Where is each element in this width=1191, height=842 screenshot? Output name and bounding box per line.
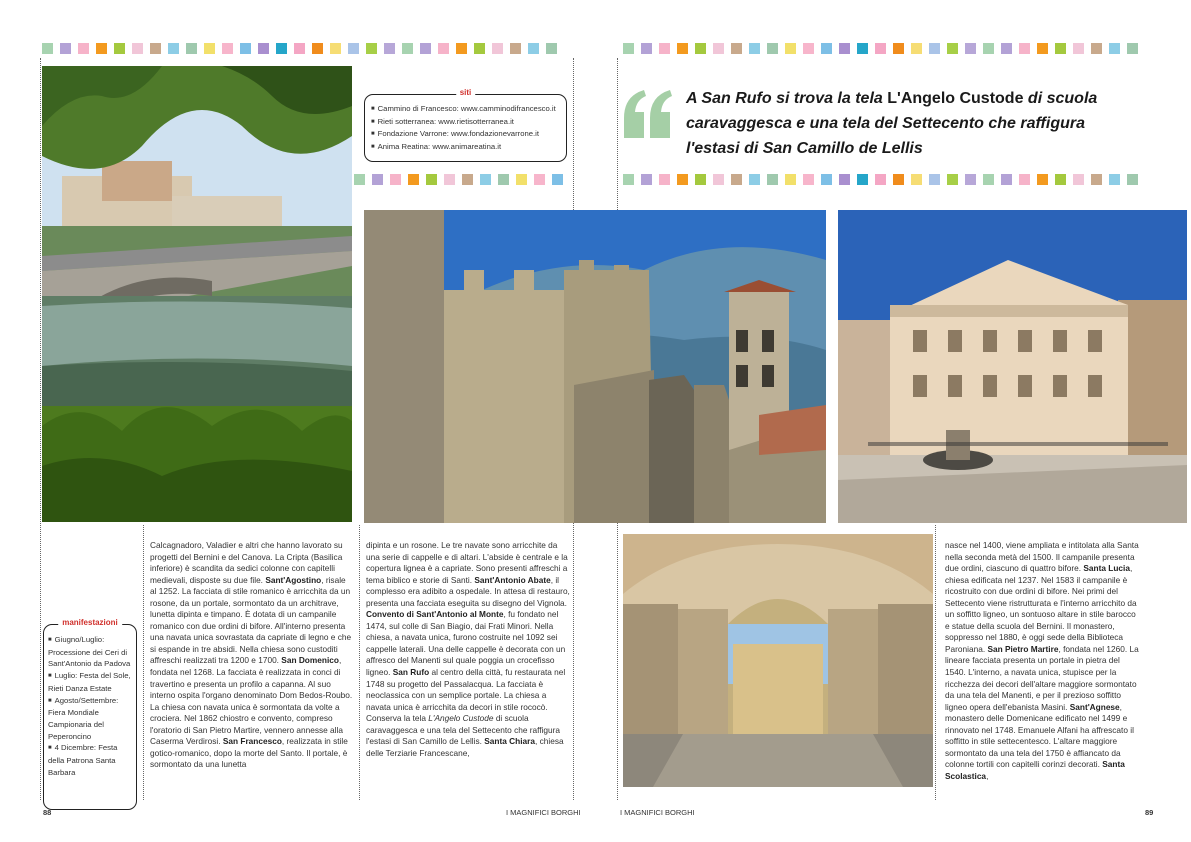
bold-heading: Santa Chiara — [484, 736, 535, 747]
decor-square — [1055, 174, 1066, 185]
decor-square — [240, 43, 251, 54]
decor-square — [1001, 174, 1012, 185]
decor-square — [731, 43, 742, 54]
quote-mark-icon — [622, 88, 674, 145]
siti-item: ■ Rieti sotterranea: www.rietisotterranea.it — [371, 116, 556, 129]
body-text: , — [986, 770, 989, 781]
decor-square — [1001, 43, 1012, 54]
decor-square — [384, 43, 395, 54]
body-text: L'Angelo Custode — [428, 713, 494, 724]
decor-square — [893, 43, 904, 54]
decor-square — [659, 174, 670, 185]
decor-square — [528, 43, 539, 54]
dotted-rule-left-outer — [40, 58, 41, 800]
photo-bridge-river — [42, 66, 352, 522]
decor-squares-left-mid — [354, 174, 563, 185]
manifestazioni-title: manifestazioni — [58, 618, 122, 627]
decor-square — [1127, 174, 1138, 185]
decor-square — [546, 43, 557, 54]
decor-square — [294, 43, 305, 54]
decor-square — [168, 43, 179, 54]
decor-square — [875, 43, 886, 54]
decor-square — [96, 43, 107, 54]
decor-square — [132, 43, 143, 54]
decor-square — [857, 43, 868, 54]
decor-square — [258, 43, 269, 54]
decor-square — [1037, 43, 1048, 54]
text-column-2 — [366, 540, 570, 759]
decor-square — [929, 43, 940, 54]
decor-square — [875, 174, 886, 185]
decor-square — [456, 43, 467, 54]
decor-square — [893, 174, 904, 185]
body-text: , monastero delle Domenicane edificato nel 1499 e rinnovato nel 1748. Emanuele Alfani ha affrescato il soffitto in stile settecentesco. L'altare maggiore sormontato da una tela del 1750 è affiancato da colonne tortili con capitelli corinzi decorati. — [945, 701, 1134, 770]
decor-square — [911, 174, 922, 185]
decor-square — [623, 43, 634, 54]
decor-square — [552, 174, 563, 185]
decor-square — [641, 43, 652, 54]
decor-square — [695, 43, 706, 54]
decor-square — [767, 43, 778, 54]
decor-square — [929, 174, 940, 185]
pull-quote: A San Rufo si trova la tela L'Angelo Custode di scuola caravaggesca e una tela del Settecento che raffigura l'estasi di San Camillo de Lellis — [686, 90, 1098, 157]
decor-square — [1073, 43, 1084, 54]
decor-square — [965, 43, 976, 54]
decor-square — [534, 174, 545, 185]
siti-item: ■ Cammino di Francesco: www.camminodifrancesco.it — [371, 103, 556, 116]
decor-square — [420, 43, 431, 54]
body-text: , il complesso era adibito a ospedale. In attesa di restauro, presenta una facciata eseguita su disegno del Vignola. — [366, 574, 570, 608]
siti-box — [364, 88, 567, 162]
decor-square — [839, 43, 850, 54]
photo-piazza-palazzo — [838, 210, 1187, 523]
manifestazioni-item: ■ 4 Dicembre: Festa della Patrona Santa Barbara — [48, 742, 134, 778]
bold-heading: Sant'Antonio Abate — [474, 574, 551, 585]
decor-square — [390, 174, 401, 185]
body-text: , fondata nel 1268. La facciata è realizzata in conci di travertino e presenta un profilo a capanna. Al suo interno ospita l'organo denominato Dom Bedos-Roubo. La chiesa con navata unica è sormontata da volte a crociera. Nel 1862 chiostro e convento, compreso l'oratorio di San Pietro Martire, vennero annesse alla Caserma Verdirosi. — [150, 655, 353, 747]
body-text: nasce nel 1400, viene ampliata e intitolata alla Santa nella seconda metà del 1500. Il campanile presenta due ordini, ciascuno di quattro bifore. — [945, 540, 1139, 574]
manifestazioni-item: ■ Luglio: Festa del Sole, Rieti Danza Estate — [48, 670, 134, 694]
decor-square — [947, 43, 958, 54]
decor-square — [1019, 174, 1030, 185]
decor-square — [150, 43, 161, 54]
decor-square — [749, 43, 760, 54]
decor-square — [276, 43, 287, 54]
decor-square — [785, 174, 796, 185]
decor-square — [426, 174, 437, 185]
decor-square — [785, 43, 796, 54]
body-text: , risale al 1252. La facciata di stile romanico è arricchita da un rosone, da un portale, sormontato da un architrave, lunetta dipinta e timpano. È dotata di un campanile romanico con due ordini di bifore. All'interno presenta una navata unica sovrastata da capriate di legno e che si espande in tre absidi. Nella chiesa sono custoditi affreschi realizzati tra 1200 e 1700. — [150, 574, 352, 666]
decor-squares-right-top — [623, 43, 1138, 54]
decor-squares-right-mid — [623, 174, 1138, 185]
decor-square — [312, 43, 323, 54]
decor-square — [492, 43, 503, 54]
body-text: , chiesa delle Terziarie Francescane, — [366, 736, 564, 758]
decor-square — [677, 174, 688, 185]
body-text: al centro della città, fu restaurata nel 1748 su progetto del Passalacqua. La facciata è neoclassica con un semplice portale. La chiesa a navata unica è arricchita da decori in stile rococò. Conserva la tela — [366, 667, 566, 724]
decor-square — [444, 174, 455, 185]
decor-square — [1073, 174, 1084, 185]
decor-square — [713, 43, 724, 54]
dotted-rule-col2 — [359, 525, 360, 800]
decor-square — [965, 174, 976, 185]
decor-square — [354, 174, 365, 185]
decor-square — [114, 43, 125, 54]
decor-square — [623, 174, 634, 185]
manifestazioni-box — [43, 618, 137, 810]
decor-square — [222, 43, 233, 54]
decor-square — [641, 174, 652, 185]
siti-title: siti — [456, 88, 476, 97]
decor-square — [204, 43, 215, 54]
manifestazioni-item: ■ Giugno/Luglio: Processione dei Ceri di Sant'Antonio da Padova — [48, 634, 134, 670]
running-title-left: I MAGNIFICI BORGHI — [506, 808, 581, 817]
decor-square — [713, 174, 724, 185]
page-number-left: 88 — [43, 808, 52, 817]
decor-square — [911, 43, 922, 54]
siti-item: ■ Anima Reatina: www.animareatina.it — [371, 141, 556, 154]
manifestazioni-item: ■ Agosto/Settembre: Fiera Mondiale Campionaria del Peperoncino — [48, 695, 134, 743]
decor-square — [767, 174, 778, 185]
dotted-rule-col3 — [935, 525, 936, 800]
body-text: , fondata nel 1260. La lineare facciata presenta un portale in pietra del 1540. L'interno, a navata unica, stupisce per la ricchezza dei decori dell'altare maggiore sormontato da una tela del Manenti, e per il prezioso soffitto ligneo opera dell'ebanista Masini. — [945, 643, 1139, 712]
decor-square — [983, 43, 994, 54]
decor-squares-left-top — [42, 43, 557, 54]
text-column-3 — [945, 540, 1140, 782]
dotted-rule-col1 — [143, 525, 144, 800]
body-text: Calcagnadoro, Valadier e altri che hanno lavorato su progetti del Bernini e del Canova. La Cripta (Basilica inferiore) è scandita da sedici colonne con capitelli medievali, disposte su due file. — [150, 540, 343, 585]
body-text: , realizzata in stile gotico-romanico, dopo la morte del Santo. Il portale, è sormontato da una lunetta — [150, 736, 348, 770]
decor-square — [498, 174, 509, 185]
decor-square — [186, 43, 197, 54]
decor-square — [1091, 174, 1102, 185]
decor-square — [60, 43, 71, 54]
bold-heading: Convento di Sant'Antonio al Monte — [366, 609, 504, 620]
decor-square — [677, 43, 688, 54]
decor-square — [1091, 43, 1102, 54]
decor-square — [1037, 174, 1048, 185]
body-text: dipinta e un rosone. Le tre navate sono arricchite da una serie di cappelle e di altari. L'abside è centrale e la copertura lignea è a capriate. Sono presenti affreschi a tema biblico e storie di Santi. — [366, 540, 568, 585]
decor-square — [462, 174, 473, 185]
bold-heading: San Pietro Martire — [987, 643, 1059, 654]
decor-square — [78, 43, 89, 54]
decor-square — [947, 174, 958, 185]
decor-square — [1127, 43, 1138, 54]
decor-square — [438, 43, 449, 54]
decor-square — [1055, 43, 1066, 54]
bold-heading: Santa Lucia — [1083, 563, 1130, 574]
decor-square — [510, 43, 521, 54]
body-text: di scuola caravaggesca e una tela del Settecento che raffigura l'estasi di San Camillo de Lellis. — [366, 713, 561, 747]
decor-square — [402, 43, 413, 54]
decor-square — [474, 43, 485, 54]
bold-heading: San Rufo — [392, 667, 430, 678]
bold-heading: San Domenico — [281, 655, 339, 666]
decor-square — [1109, 43, 1120, 54]
decor-square — [749, 174, 760, 185]
decor-square — [839, 174, 850, 185]
decor-square — [731, 174, 742, 185]
bold-heading: San Francesco — [222, 736, 282, 747]
text-column-1 — [150, 540, 353, 771]
decor-square — [42, 43, 53, 54]
decor-square — [803, 43, 814, 54]
decor-square — [983, 174, 994, 185]
decor-square — [857, 174, 868, 185]
page-number-right: 89 — [1145, 808, 1154, 817]
decor-square — [372, 174, 383, 185]
decor-square — [821, 174, 832, 185]
bold-heading: Sant'Agostino — [265, 574, 322, 585]
decor-square — [348, 43, 359, 54]
running-title-right: I MAGNIFICI BORGHI — [620, 808, 695, 817]
decor-square — [695, 174, 706, 185]
body-text: , fu fondato nel 1474, sul colle di San Biagio, dai Frati Minori. Nella chiesa, a navata unica, furono costruite nel 1092 sei cappelle laterali. Una delle cappelle è decorata con un affresco del Manenti sul quale poggia un crocefisso ligneo. — [366, 609, 566, 678]
body-text: , chiesa edificata nel 1237. Nel 1583 il campanile è ricostruito con due ordini di bifore. Nei primi del Settecento viene ristrutturata e l'interno arricchito da un soffitto ligneo, un sontuoso altare in stile barocco e statue della scuola del Bernini. Il monastero, soppresso nel 1880, è oggi sede della Biblioteca Paroniana. — [945, 563, 1137, 654]
decor-square — [659, 43, 670, 54]
decor-square — [1019, 43, 1030, 54]
bold-heading: Santa Scolastica — [945, 759, 1125, 781]
photo-medieval-walls — [364, 210, 826, 523]
decor-square — [516, 174, 527, 185]
photo-arcade-courtyard — [623, 534, 933, 787]
decor-square — [366, 43, 377, 54]
decor-square — [1109, 174, 1120, 185]
decor-square — [480, 174, 491, 185]
siti-item: ■ Fondazione Varrone: www.fondazionevarrone.it — [371, 128, 556, 141]
decor-square — [330, 43, 341, 54]
decor-square — [408, 174, 419, 185]
bold-heading: Sant'Agnese — [1069, 701, 1120, 712]
decor-square — [803, 174, 814, 185]
decor-square — [821, 43, 832, 54]
